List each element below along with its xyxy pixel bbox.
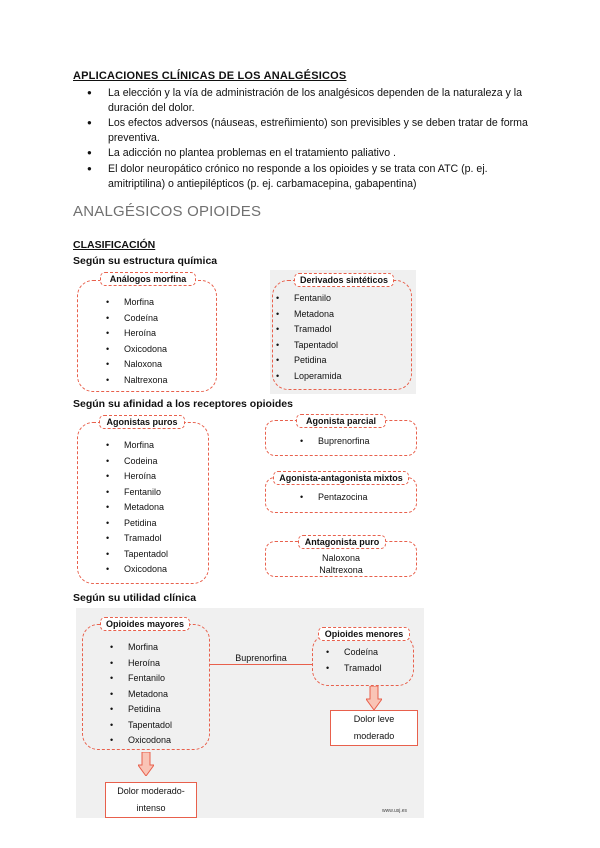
mixtos-list (300, 490, 368, 506)
agonistas-list (106, 438, 168, 578)
result-line: Dolor leve (353, 714, 395, 724)
analogos-label: Análogos morfina (100, 272, 196, 286)
mixtos-label: Agonista-antagonista mixtos (273, 471, 409, 485)
derivados-label: Derivados sintéticos (294, 273, 394, 287)
analogos-list (106, 295, 168, 388)
list-item: • Oxicodona (110, 733, 172, 749)
intro-list (72, 86, 532, 192)
list-item: • Tramadol (326, 661, 382, 677)
list-item: • Fentanilo (106, 485, 168, 501)
antagonista-list (300, 552, 382, 576)
list-item: • Fentanilo (276, 291, 342, 307)
list-item: • Heroína (106, 469, 168, 485)
list-item: • Loperamida (276, 369, 342, 385)
list-item: • Pentazocina (300, 490, 368, 506)
list-item: • Metadona (110, 687, 172, 703)
heading: APLICACIONES CLÍNICAS DE LOS ANALGÉSICOS (73, 70, 347, 82)
mayores-list (110, 640, 172, 749)
result-line: moderado (353, 731, 395, 741)
list-item: • Buprenorfina (300, 434, 370, 450)
list-item: • Morfina (106, 438, 168, 454)
list-item: • Naloxona (106, 357, 168, 373)
link-line (210, 664, 312, 665)
list-item: • Petidina (110, 702, 172, 718)
list-item: • Codeina (106, 454, 168, 470)
agonistas-label: Agonistas puros (99, 415, 185, 429)
estructura-heading: Según su estructura química (73, 255, 218, 267)
clasificacion-heading: CLASIFICACIÓN (73, 239, 156, 251)
list-item: ● La elección y la vía de administración de los analgésicos dependen de la naturaleza y la duración del dolor. (72, 86, 532, 115)
list-item: ● El dolor neuropático crónico no responde a los opioides y se trata con ATC (p. ej. amitriptilina) o antiepilépticos (p. ej. carbamacepina, gabapentina) (72, 162, 532, 191)
link-label: Buprenorfina (226, 652, 296, 664)
list-item: • Codeína (106, 311, 168, 327)
list-item: • Metadona (106, 500, 168, 516)
list-item: • Petidina (276, 353, 342, 369)
antagonista-label: Antagonista puro (298, 535, 386, 549)
list-item: • Heroína (106, 326, 168, 342)
result-mayores (105, 782, 197, 818)
derivados-list (276, 291, 342, 384)
list-item: • Morfina (106, 295, 168, 311)
arrow-down-icon (138, 752, 154, 776)
list-item: • Tapentadol (110, 718, 172, 734)
section-title: ANALGÉSICOS OPIOIDES (73, 203, 262, 220)
list-item: • Fentanilo (110, 671, 172, 687)
list-item: • Tapentadol (276, 338, 342, 354)
list-item: • Oxicodona (106, 342, 168, 358)
result-line: intenso (136, 803, 166, 813)
utilidad-heading: Según su utilidad clínica (73, 592, 197, 604)
list-item: • Heroína (110, 656, 172, 672)
list-item: • Tramadol (106, 531, 168, 547)
list-item: • Naltrexona (106, 373, 168, 389)
parcial-list (300, 434, 370, 450)
source-label: www.usj.es (382, 808, 408, 814)
list-item: Naltrexona (319, 565, 363, 575)
list-item: • Metadona (276, 307, 342, 323)
list-item: • Tramadol (276, 322, 342, 338)
arrow-down-icon (366, 686, 382, 710)
list-item: ● La adicción no plantea problemas en el tratamiento paliativo . (72, 146, 532, 161)
list-item: • Petidina (106, 516, 168, 532)
list-item: • Codeína (326, 645, 382, 661)
list-item: • Oxicodona (106, 562, 168, 578)
parcial-label: Agonista parcial (296, 414, 386, 428)
mayores-label: Opioides mayores (100, 617, 190, 631)
result-line: Dolor moderado- (117, 786, 185, 796)
result-menores (330, 710, 418, 746)
list-item: ● Los efectos adversos (náuseas, estreñimiento) son previsibles y se deben tratar de forma preventiva. (72, 116, 532, 145)
menores-list (326, 645, 382, 676)
list-item: • Morfina (110, 640, 172, 656)
list-item: Naloxona (321, 553, 361, 563)
menores-label: Opioides menores (318, 627, 410, 641)
list-item: • Tapentadol (106, 547, 168, 563)
afinidad-heading: Según su afinidad a los receptores opioides (73, 398, 293, 410)
